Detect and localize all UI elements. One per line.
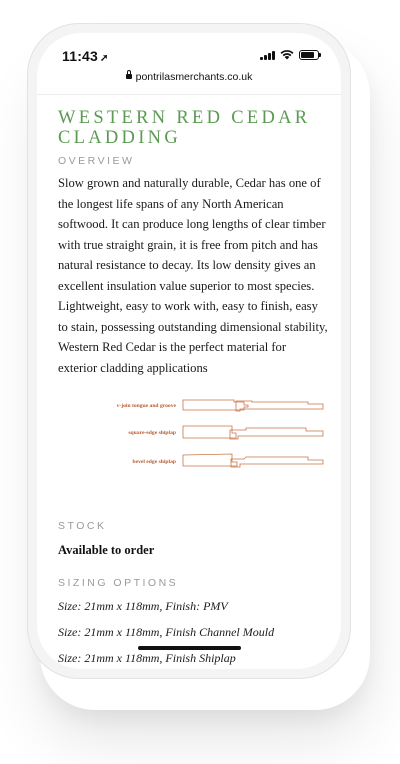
stock-status: Available to order: [58, 543, 155, 557]
overview-heading: OVERVIEW: [58, 155, 135, 167]
lock-icon: [126, 74, 132, 79]
page-content: [58, 108, 328, 667]
battery-level: [301, 52, 314, 58]
bevel-edge-profile-drawing: [182, 452, 324, 468]
battery-icon: [299, 50, 319, 60]
stock-heading: STOCK: [58, 520, 107, 532]
profile-label-v-join: v-join tongue and groove: [116, 403, 176, 409]
profile-label-bevel-edge: bevel edge shiplap: [132, 459, 176, 465]
location-arrow-icon: ➚: [100, 53, 109, 64]
size-option-channel-mould: Size: 21mm x 118mm, Finish Channel Mould: [58, 625, 275, 639]
home-indicator[interactable]: [138, 646, 241, 650]
v-join-profile-drawing: [182, 398, 324, 412]
square-edge-profile-drawing: [182, 424, 324, 440]
size-option-pmv: Size: 21mm x 118mm, Finish: PMV: [58, 599, 228, 613]
url-text[interactable]: pontrilasmerchants.co.uk: [135, 71, 253, 83]
address-bar-divider: [37, 94, 341, 95]
cellular-signal-icon: [260, 50, 275, 60]
phone-screen: [37, 33, 341, 669]
size-option-shiplap: Size: 21mm x 118mm, Finish Shiplap: [58, 651, 236, 665]
wifi-icon: [280, 50, 294, 60]
status-bar: [37, 33, 341, 73]
time-text: 11:43: [62, 48, 99, 64]
address-bar[interactable]: [37, 71, 341, 93]
cladding-profiles-diagram: [58, 386, 328, 486]
profile-label-square-edge: square-edge shiplap: [128, 430, 176, 436]
status-time: [62, 48, 109, 64]
sizing-options-heading: SIZING OPTIONS: [58, 577, 179, 589]
overview-text: Slow grown and naturally durable, Cedar has one of the longest life spans of any North American softwood. It can produce long lengths of clear timber with true straight grain, it is free from pitch and has natural resistance to decay. Its low density gives an excellent insulation value superior to most species. Lightweight, easy to work with, easy to finish, easy to stain, possessing outstanding dimensional stability, Western Red Cedar is the perfect material for exterior cladding applications: [58, 176, 328, 375]
status-icons: [260, 50, 319, 60]
product-title: WESTERN RED CEDAR CLADDING: [58, 108, 311, 148]
phone-frame: [27, 23, 351, 679]
